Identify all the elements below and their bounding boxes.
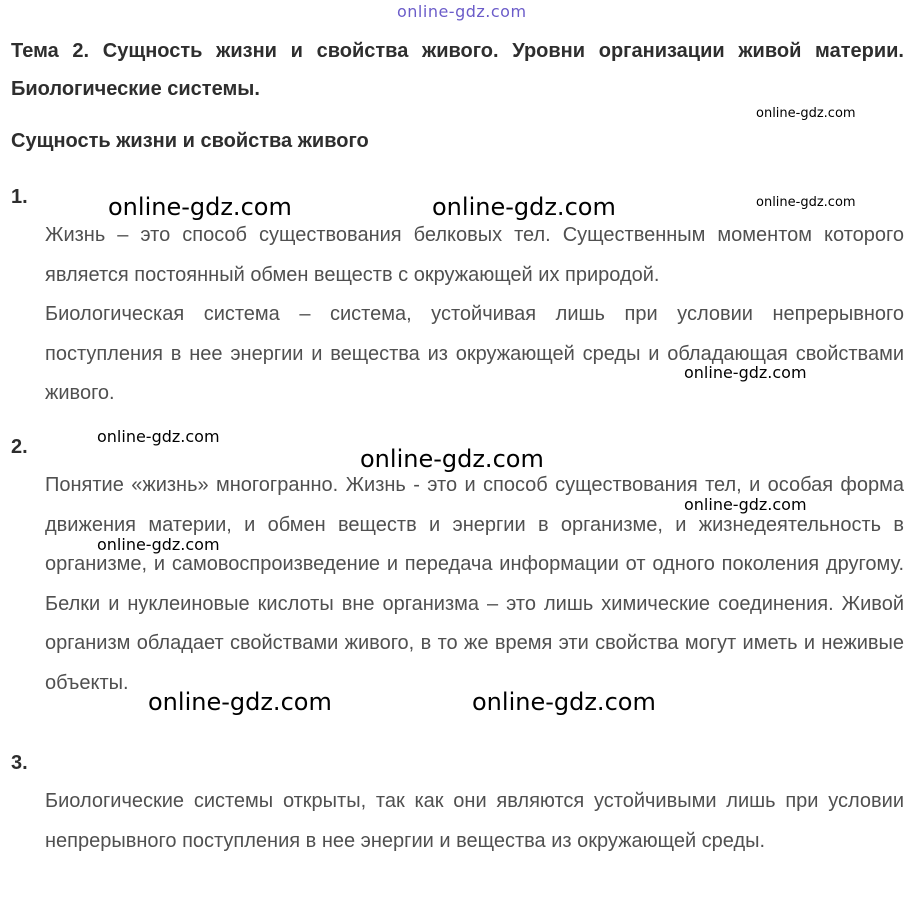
- watermark-top: online-gdz.com: [397, 2, 527, 21]
- item-number-2: 2.: [11, 436, 28, 458]
- watermark: online-gdz.com: [360, 445, 544, 473]
- watermark: online-gdz.com: [97, 427, 220, 446]
- section-subtitle: Сущность жизни и свойства живого: [11, 130, 369, 152]
- item-2-paragraph-1: Понятие «жизнь» многогранно. Жизнь - это и способ существования тел, и особая форма движения материи, и обмен веществ и энергии в организме, и жизнедеятельность в организме, и самовоспроизведение и передача информации от одного поколения другому. Белки и нуклеиновые кислоты вне организма – это лишь химические соединения. Живой организм обладает свойствами живого, в то же время эти свойства могут иметь и неживые объекты.: [45, 474, 904, 694]
- item-1-paragraph-2: Биологическая система – система, устойчивая лишь при условии непрерывного поступления в нее энергии и вещества из окружающей среды и обладающая свойствами живого.: [45, 303, 904, 404]
- watermark: online-gdz.com: [432, 193, 616, 221]
- watermark: online-gdz.com: [756, 106, 856, 121]
- watermark: online-gdz.com: [684, 363, 807, 382]
- item-3-paragraph-1: Биологические системы открыты, так как они являются устойчивыми лишь при условии непрерывного поступления в нее энергии и вещества из окружающей среды.: [45, 790, 904, 852]
- topic-title: Тема 2. Сущность жизни и свойства живого. Уровни организации живой материи. Биологические системы.: [11, 40, 904, 100]
- watermark: online-gdz.com: [684, 495, 807, 514]
- item-number-1: 1.: [11, 186, 28, 208]
- watermark: online-gdz.com: [472, 688, 656, 716]
- watermark: online-gdz.com: [756, 195, 856, 210]
- watermark: online-gdz.com: [148, 688, 332, 716]
- watermark: online-gdz.com: [97, 535, 220, 554]
- item-1-paragraph-1: Жизнь – это способ существования белковых тел. Существенным моментом которого является постоянный обмен веществ с окружающей их природой.: [45, 224, 904, 286]
- item-number-3: 3.: [11, 752, 28, 774]
- watermark: online-gdz.com: [108, 193, 292, 221]
